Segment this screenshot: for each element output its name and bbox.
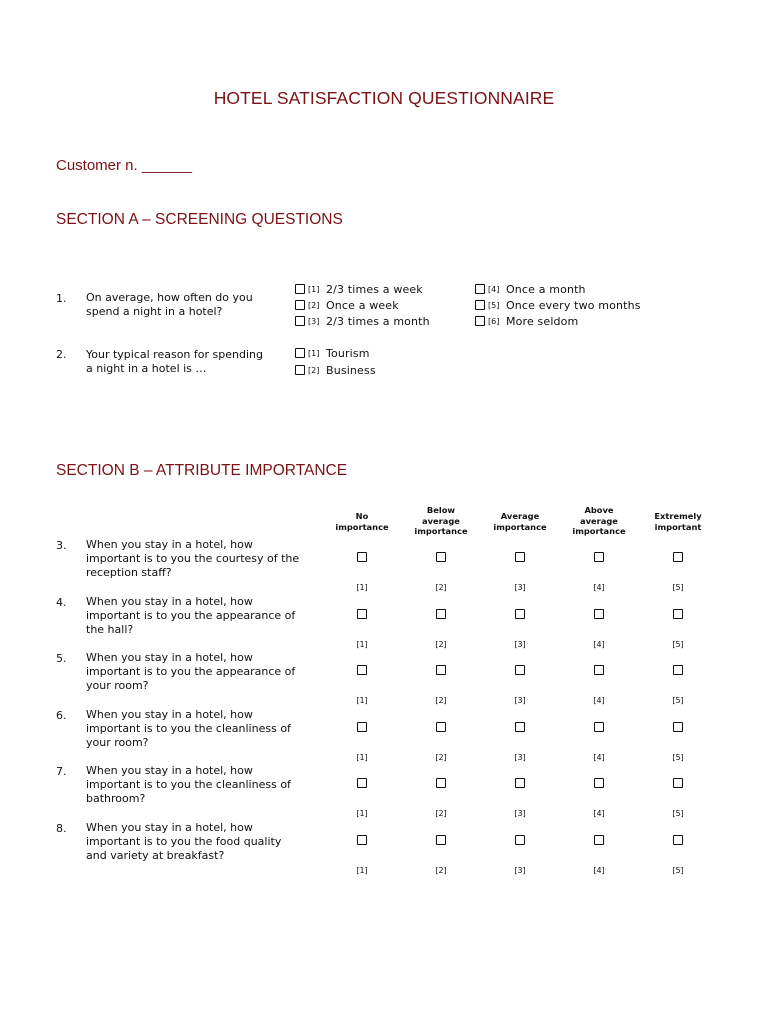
column-header-below-average xyxy=(404,505,478,537)
column-header-line: Below xyxy=(426,505,456,515)
question-text-line: Your typical reason for spending xyxy=(86,348,263,361)
option-code: [5] xyxy=(672,696,684,705)
option-code: [3] xyxy=(514,866,526,875)
option-label: Once every two months xyxy=(506,298,641,312)
option-code: [3] xyxy=(308,316,320,326)
question-text xyxy=(86,764,291,807)
checkbox-icon[interactable] xyxy=(475,284,485,294)
checkbox-icon[interactable] xyxy=(673,835,683,845)
checkbox-icon[interactable] xyxy=(515,778,525,788)
checkbox-icon[interactable] xyxy=(436,722,446,732)
column-header-line: importance xyxy=(572,526,626,537)
checkbox-icon[interactable] xyxy=(295,316,305,326)
q1-option-6[interactable] xyxy=(475,313,578,329)
option-code: [1] xyxy=(356,583,368,592)
column-header-line: average xyxy=(580,515,618,526)
column-header-line: importance xyxy=(493,521,547,532)
checkbox-icon[interactable] xyxy=(515,552,525,562)
option-code: [3] xyxy=(514,753,526,762)
column-header-no-importance xyxy=(325,511,399,532)
customer-number-field[interactable]: Customer n. ______ xyxy=(56,157,192,174)
checkbox-icon[interactable] xyxy=(515,722,525,732)
option-label: Once a week xyxy=(326,298,399,312)
checkbox-icon[interactable] xyxy=(515,835,525,845)
option-code: [5] xyxy=(672,753,684,762)
question-text-line: important is to you the cleanliness of xyxy=(86,778,291,792)
q1-option-3[interactable] xyxy=(295,313,430,329)
question-text-line: When you stay in a hotel, how xyxy=(86,821,253,834)
question-number: 6. xyxy=(56,709,67,722)
checkbox-icon[interactable] xyxy=(295,365,305,375)
column-header-line: importance xyxy=(335,521,389,532)
checkbox-icon[interactable] xyxy=(436,609,446,619)
checkbox-icon[interactable] xyxy=(594,722,604,732)
option-code: [2] xyxy=(435,696,447,705)
option-code: [5] xyxy=(672,866,684,875)
checkbox-icon[interactable] xyxy=(673,665,683,675)
q1-option-5[interactable] xyxy=(475,297,641,313)
checkbox-icon[interactable] xyxy=(436,665,446,675)
q2-option-2[interactable] xyxy=(295,362,376,378)
checkbox-icon[interactable] xyxy=(475,300,485,310)
section-a-heading: SECTION A – SCREENING QUESTIONS xyxy=(56,211,343,228)
question-text-line: important is to you the food quality xyxy=(86,835,282,849)
question-number: 8. xyxy=(56,822,67,835)
question-text-line: bathroom? xyxy=(86,792,146,806)
question-number: 2. xyxy=(56,348,67,361)
option-code: [2] xyxy=(308,365,320,375)
option-code: [6] xyxy=(488,316,500,326)
checkbox-icon[interactable] xyxy=(594,665,604,675)
checkbox-icon[interactable] xyxy=(295,284,305,294)
question-text-line: When you stay in a hotel, how xyxy=(86,764,253,777)
option-label: More seldom xyxy=(506,314,579,328)
checkbox-icon[interactable] xyxy=(673,778,683,788)
checkbox-icon[interactable] xyxy=(357,552,367,562)
q1-option-2[interactable] xyxy=(295,297,399,313)
option-code: [3] xyxy=(514,809,526,818)
option-code: [3] xyxy=(514,583,526,592)
checkbox-icon[interactable] xyxy=(357,665,367,675)
checkbox-icon[interactable] xyxy=(594,552,604,562)
option-code: [1] xyxy=(356,696,368,705)
option-code: [1] xyxy=(356,809,368,818)
option-code: [4] xyxy=(593,866,605,875)
option-label: Once a month xyxy=(506,282,586,296)
q1-option-1[interactable] xyxy=(295,281,423,297)
option-code: [1] xyxy=(356,640,368,649)
option-code: [4] xyxy=(593,696,605,705)
column-header-extremely-important xyxy=(641,511,715,532)
checkbox-icon[interactable] xyxy=(515,609,525,619)
question-number: 1. xyxy=(56,292,67,305)
checkbox-icon[interactable] xyxy=(357,609,367,619)
option-code: [2] xyxy=(435,640,447,649)
question-text-line: and variety at breakfast? xyxy=(86,849,225,863)
question-text-line: your room? xyxy=(86,679,149,693)
option-label: 2/3 times a month xyxy=(326,314,430,328)
question-text-line: spend a night in a hotel? xyxy=(86,305,223,319)
question-text-line: When you stay in a hotel, how xyxy=(86,708,253,721)
option-label: Business xyxy=(326,363,376,377)
checkbox-icon[interactable] xyxy=(673,609,683,619)
checkbox-icon[interactable] xyxy=(673,552,683,562)
question-text-line: important is to you the cleanliness of xyxy=(86,722,291,736)
checkbox-icon[interactable] xyxy=(295,348,305,358)
question-text-line: When you stay in a hotel, how xyxy=(86,538,253,551)
question-text xyxy=(86,291,253,319)
question-text xyxy=(86,595,295,638)
question-text-line: important is to you the appearance of xyxy=(86,609,296,623)
q2-option-1[interactable] xyxy=(295,345,370,361)
question-text xyxy=(86,538,299,581)
option-code: [4] xyxy=(593,640,605,649)
checkbox-icon[interactable] xyxy=(357,778,367,788)
question-text-line: reception staff? xyxy=(86,566,172,580)
option-code: [2] xyxy=(308,300,320,310)
question-text-line: When you stay in a hotel, how xyxy=(86,595,253,608)
section-b-heading: SECTION B – ATTRIBUTE IMPORTANCE xyxy=(56,462,348,479)
checkbox-icon[interactable] xyxy=(475,316,485,326)
option-code: [4] xyxy=(593,809,605,818)
question-text xyxy=(86,821,281,864)
question-text-line: your room? xyxy=(86,736,149,750)
option-code: [4] xyxy=(488,284,500,294)
option-code: [4] xyxy=(593,583,605,592)
question-number: 7. xyxy=(56,765,67,778)
question-text-line: important is to you the appearance of xyxy=(86,665,296,679)
checkbox-icon[interactable] xyxy=(673,722,683,732)
option-code: [4] xyxy=(593,753,605,762)
option-code: [2] xyxy=(435,809,447,818)
option-label: 2/3 times a week xyxy=(326,282,423,296)
checkbox-icon[interactable] xyxy=(594,835,604,845)
checkbox-icon[interactable] xyxy=(357,722,367,732)
question-number: 5. xyxy=(56,652,67,665)
column-header-line: importance xyxy=(414,526,468,537)
checkbox-icon[interactable] xyxy=(594,778,604,788)
checkbox-icon[interactable] xyxy=(436,552,446,562)
option-code: [1] xyxy=(308,284,320,294)
column-header-line: Extremely xyxy=(654,511,702,521)
question-text xyxy=(86,348,263,376)
column-header-above-average xyxy=(562,505,636,537)
column-header-average xyxy=(483,511,557,532)
checkbox-icon[interactable] xyxy=(594,609,604,619)
option-code: [5] xyxy=(488,300,500,310)
q1-option-4[interactable] xyxy=(475,281,586,297)
question-number: 3. xyxy=(56,539,67,552)
option-code: [5] xyxy=(672,809,684,818)
column-header-line: Above xyxy=(584,505,614,515)
checkbox-icon[interactable] xyxy=(436,778,446,788)
question-text-line: the hall? xyxy=(86,623,134,637)
question-number: 4. xyxy=(56,596,67,609)
column-header-line: Average xyxy=(500,511,540,521)
checkbox-icon[interactable] xyxy=(295,300,305,310)
column-header-line: No xyxy=(355,511,369,521)
option-code: [2] xyxy=(435,583,447,592)
option-code: [5] xyxy=(672,583,684,592)
checkbox-icon[interactable] xyxy=(357,835,367,845)
option-code: [2] xyxy=(435,753,447,762)
question-text-line: When you stay in a hotel, how xyxy=(86,651,253,664)
option-code: [1] xyxy=(308,348,320,358)
option-code: [1] xyxy=(356,866,368,875)
question-text xyxy=(86,651,295,694)
option-code: [3] xyxy=(514,640,526,649)
column-header-line: important xyxy=(654,521,702,532)
column-header-line: average xyxy=(422,515,460,526)
question-text xyxy=(86,708,291,751)
checkbox-icon[interactable] xyxy=(515,665,525,675)
option-code: [3] xyxy=(514,696,526,705)
option-code: [5] xyxy=(672,640,684,649)
option-label: Tourism xyxy=(326,346,370,360)
question-text-line: a night in a hotel is … xyxy=(86,362,207,376)
checkbox-icon[interactable] xyxy=(436,835,446,845)
document-title: HOTEL SATISFACTION QUESTIONNAIRE xyxy=(213,88,555,108)
option-code: [2] xyxy=(435,866,447,875)
question-text-line: important is to you the courtesy of the xyxy=(86,552,300,566)
option-code: [1] xyxy=(356,753,368,762)
question-text-line: On average, how often do you xyxy=(86,291,253,304)
